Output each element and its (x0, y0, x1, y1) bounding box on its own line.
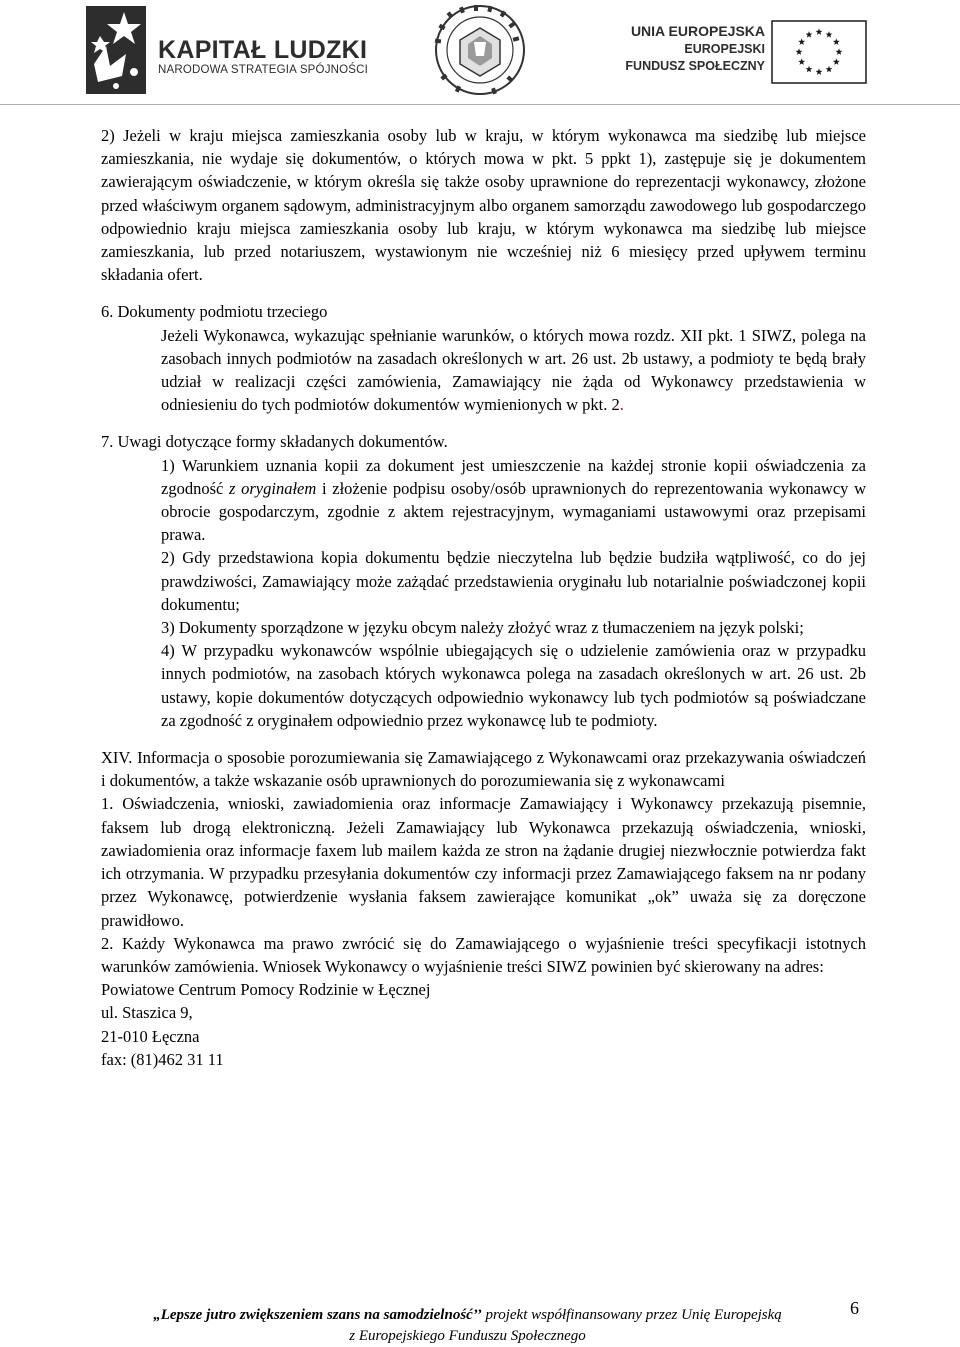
pcpr-seal-icon (430, 2, 530, 100)
section-7-title: 7. Uwagi dotyczące formy składanych dokumentów. (101, 432, 448, 452)
footer-slogan: „Lepsze jutro zwiększeniem szans na samodzielność’’ (153, 1307, 482, 1323)
section-6-body-text: Jeżeli Wykonawca, wykazując spełnianie warunków, o których mowa rozdz. XII pkt. 1 SIWZ, polega na zasobach innych podmiotów na zasadach określonych w art. 26 ust. 2b ustawy, a podmioty te będą brały udział w realizacji części zamówienia, Zamawiający nie żąda od Wykonawcy przedstawienia w odniesieniu do tych podmiotów dokumentów wymienionych w pkt. 2 (161, 325, 866, 415)
paragraph-item-2: 2) Jeżeli w kraju miejsca zamieszkania osoby lub w kraju, w którym wykonawca ma siedzibę lub miejsce zamieszkania, nie wydaje się dokumentów, o których mowa w pkt. 5 ppkt 1), zastępuje się je dokumentem zawierającym oświadczenie, w którym określa się także osoby uprawnione do reprezentacji wykonawcy, złożone przed właściwym organem sądowym, administracyjnym albo organem samorządu zawodowego lub gospodarczego odpowiednio kraju miejsca zamieszkania osoby lub kraju, w którym wykonawca ma siedzibę lub miejsce zamieszkania, lub przed notariuszem, wystawionym nie wcześniej niż 6 miesięcy przed upływem terminu składania ofert. (101, 126, 866, 285)
section-xiv-item-1: 1. Oświadczenia, wnioski, zawiadomienia oraz informacje Zamawiający i Wykonawcy przekazują pisemnie, faksem lub drogą elektroniczną. Jeżeli Zamawiający lub Wykonawca przekazują oświadczenia, wnioski, zawiadomienia oraz informacje faxem lub mailem każda ze stron na żądanie drugiej niezwłocznie potwierdza fakt ich otrzymania. W przypadku przesyłania dokumentów czy informacji przez Zamawiającego faksem na nr podany przez Wykonawcę, potwierdzenie wysłania faksem zawierające komunikat „ok” uważa się za doręczone prawidłowo. (101, 794, 866, 930)
footer-line-1: projekt współfinansowany przez Unię Europejską (481, 1307, 782, 1323)
eu-title: UNIA EUROPEJSKA (630, 23, 765, 39)
eu-subtitle-2: FUNDUSZ SPOŁECZNY (625, 59, 765, 73)
kapital-ludzki-emblem-icon (86, 6, 150, 94)
section-xiv-item-2: 2. Każdy Wykonawca ma prawo zwrócić się do Zamawiającego o wyjaśnienie treści specyfikacji istotnych warunków zamówienia. Wniosek Wykonawcy o wyjaśnienie treści SIWZ powinien być skierowany na adres: (101, 933, 866, 976)
page-number: 6 (850, 1298, 859, 1318)
section-7-item-3: 3) Dokumenty sporządzone w języku obcym należy złożyć wraz z tłumaczeniem na język polski; (161, 618, 804, 638)
section-7-item-1-italic: z oryginałem (229, 478, 317, 498)
address-line-1: Powiatowe Centrum Pomocy Rodzinie w Łęcznej (101, 980, 431, 1000)
address-line-2: ul. Staszica 9, (101, 1003, 193, 1023)
section-6-body-end: . (619, 395, 624, 415)
section-6-title: 6. Dokumenty podmiotu trzeciego (101, 302, 328, 322)
address-fax: fax: (81)462 31 11 (101, 1049, 224, 1069)
section-7-item-1 (101, 454, 866, 547)
section-6-body (101, 324, 866, 417)
footer-text (100, 1305, 835, 1347)
kapital-ludzki-title: KAPITAŁ LUDZKI (158, 36, 368, 64)
kapital-ludzki-logo (86, 6, 386, 94)
eu-logo (625, 20, 870, 86)
eu-flag-icon (771, 20, 867, 84)
section-7-item-1-b: i złożenie podpisu osoby/osób uprawnionych do reprezentowania wykonawcy w obrocie gospodarczym, zgodnie z aktem rejestracyjnym, wymaganiami ustawowymi oraz przepisami prawa. (161, 478, 866, 545)
address-line-3: 21-010 Łęczna (101, 1026, 200, 1046)
header-divider (0, 104, 960, 105)
section-xiv-title: XIV. Informacja o sposobie porozumiewania się Zamawiającego z Wykonawcami oraz przekazywania oświadczeń i dokumentów, a także wskazanie osób uprawnionych do porozumiewania się z wykonawcami (101, 748, 866, 791)
eu-subtitle-1: EUROPEJSKI (684, 42, 765, 56)
section-7-item-2: 2) Gdy przedstawiona kopia dokumentu będzie nieczytelna lub będzie budziła wątpliwość, co do jej prawdziwości, Zamawiający może zażądać przedstawienia oryginału lub notarialnie poświadczonej kopii dokumentu; (161, 548, 866, 614)
footer-line-2: z Europejskiego Funduszu Społecznego (349, 1328, 586, 1344)
section-7-item-1-a: 1) Warunkiem uznania kopii za dokument jest umieszczenie na każdej stronie kopii oświadczenia za zgodność (161, 455, 866, 498)
page-header (0, 0, 960, 100)
page-footer (0, 1290, 960, 1346)
document-body (101, 124, 866, 1071)
section-7-item-4: 4) W przypadku wykonawców wspólnie ubiegających się o udzielenie zamówienia oraz w przypadku innych podmiotów, na zasobach których wykonawca polega na zasadach określonych w art. 26 ust. 2b ustawy, kopie dokumentów dotyczących odpowiednio wykonawcy lub tych podmiotów są poświadczane za zgodność z oryginałem odpowiednio przez wykonawcę lub te podmioty. (161, 641, 866, 730)
kapital-ludzki-subtitle: NARODOWA STRATEGIA SPÓJNOŚCI (158, 64, 369, 76)
